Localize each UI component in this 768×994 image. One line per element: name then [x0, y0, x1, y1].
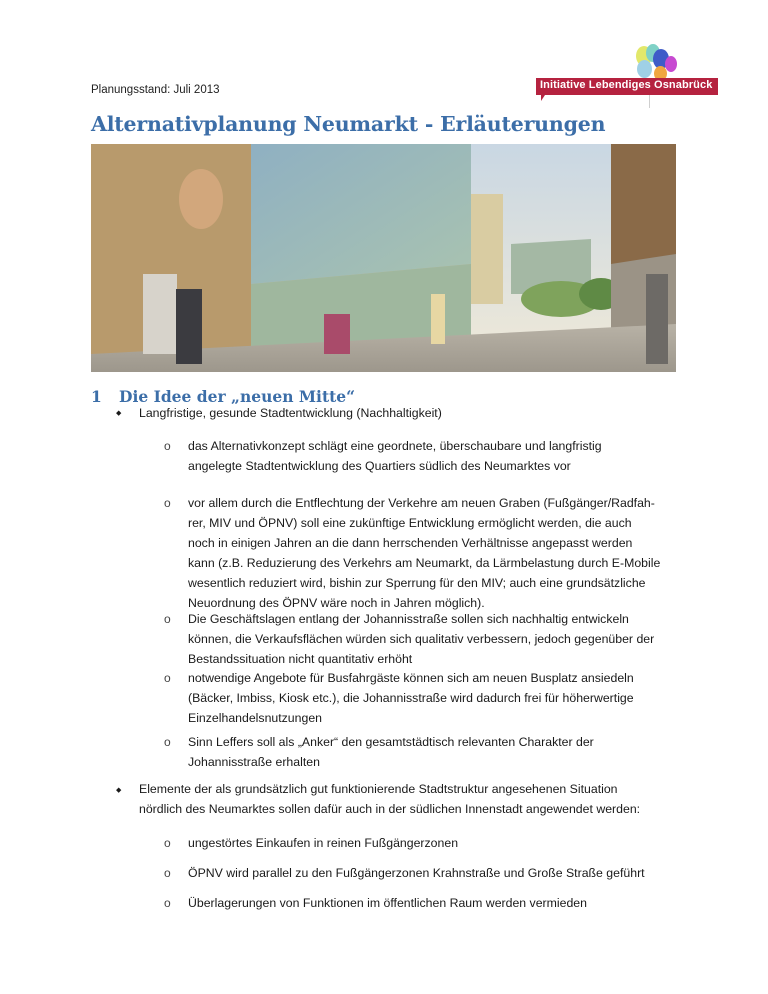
- bullet-marker-icon: ◆: [116, 410, 122, 417]
- text-line: Johannisstraße erhalten: [188, 755, 320, 769]
- sub-bullet-marker: o: [164, 866, 171, 880]
- balloon-strings: [649, 95, 650, 108]
- sub-bullet-marker: o: [164, 671, 171, 685]
- sub-bullet-marker: o: [164, 612, 171, 626]
- sub-item-2: [188, 493, 660, 613]
- sub-item-8: Überlagerungen von Funktionen im öffentlichen Raum werden vermieden: [188, 896, 587, 910]
- balloon-icon: [665, 56, 677, 72]
- text-line: Elemente der als grundsätzlich gut funktionierende Stadtstruktur angesehenen Situation: [139, 782, 618, 796]
- bullet-item: Langfristige, gesunde Stadtentwicklung (Nachhaltigkeit): [139, 406, 442, 420]
- text-line: Neuordnung des ÖPNV wäre noch in Jahren möglich).: [188, 596, 485, 610]
- section-heading: Die Idee der „neuen Mitte“: [119, 387, 356, 406]
- text-line: (Bäcker, Imbiss, Kiosk etc.), die Johannisstraße wird dadurch frei für höherwertige: [188, 691, 634, 705]
- text-line: das Alternativkonzept schlägt eine geordnete, überschaubare und langfristig: [188, 439, 602, 453]
- text-line: angelegte Stadtentwicklung des Quartiers südlich des Neumarktes vor: [188, 459, 571, 473]
- text-line: nördlich des Neumarktes sollen dafür auch in der südlichen Innenstadt angewendet werden:: [139, 802, 641, 816]
- sub-bullet-marker: o: [164, 735, 171, 749]
- sub-bullet-marker: o: [164, 896, 171, 910]
- sub-item-5: [188, 732, 594, 772]
- text-line: vor allem durch die Entflechtung der Verkehre am neuen Graben (Fußgänger/Radfah-: [188, 496, 655, 510]
- text-line: Die Geschäftslagen entlang der Johannisstraße sollen sich nachhaltig entwickeln: [188, 612, 629, 626]
- sub-item-7: ÖPNV wird parallel zu den Fußgängerzonen Krahnstraße und Große Straße geführt: [188, 866, 645, 880]
- document-title: Alternativplanung Neumarkt - Erläuterungen: [91, 112, 606, 136]
- text-line: können, die Verkaufsflächen würden sich qualitativ verbessern, jedoch gegenüber der: [188, 632, 655, 646]
- text-line: kann (z.B. Reduzierung des Verkehrs am Neumarkt, da Lärmbelastung durch E-Mobile: [188, 556, 661, 570]
- sub-item-6: ungestörtes Einkaufen in reinen Fußgängerzonen: [188, 836, 459, 850]
- sub-item-3: [188, 609, 654, 669]
- text-line: Einzelhandelsnutzungen: [188, 711, 323, 725]
- logo-banner-tail: [541, 95, 548, 101]
- sub-item-4: [188, 668, 634, 728]
- text-line: noch in einigen Jahren an die dann herrschenden Verhältnisse angepasst werden: [188, 536, 633, 550]
- sub-bullet-marker: o: [164, 496, 171, 510]
- planning-status: Planungsstand: Juli 2013: [91, 84, 220, 96]
- logo-initiative: [533, 44, 719, 110]
- sub-item-1: [188, 436, 602, 476]
- logo-text: Initiative Lebendiges Osnabrück: [540, 79, 713, 91]
- neumarkt-rendering-photo: [91, 144, 676, 372]
- sub-bullet-marker: o: [164, 439, 171, 453]
- logo-banner: [536, 78, 718, 95]
- balloon-icon: [637, 60, 652, 78]
- sub-bullet-marker: o: [164, 836, 171, 850]
- text-line: rer, MIV und ÖPNV) soll eine zukünftige Entwicklung ermöglicht werden, die auch: [188, 516, 632, 530]
- photo-illustration: [91, 144, 676, 372]
- bullet-item: [139, 779, 640, 819]
- text-line: Bestandssituation nicht quantitativ erhöht: [188, 652, 413, 666]
- text-line: notwendige Angebote für Busfahrgäste können sich am neuen Busplatz ansiedeln: [188, 671, 634, 685]
- text-line: Sinn Leffers soll als „Anker“ den gesamtstädtisch relevanten Charakter der: [188, 735, 594, 749]
- bullet-marker-icon: ◆: [116, 787, 122, 794]
- section-number: 1: [91, 387, 102, 406]
- text-line: wesentlich reduziert wird, bishin zur Sperrung für den MIV; auch eine grundsätzliche: [188, 576, 646, 590]
